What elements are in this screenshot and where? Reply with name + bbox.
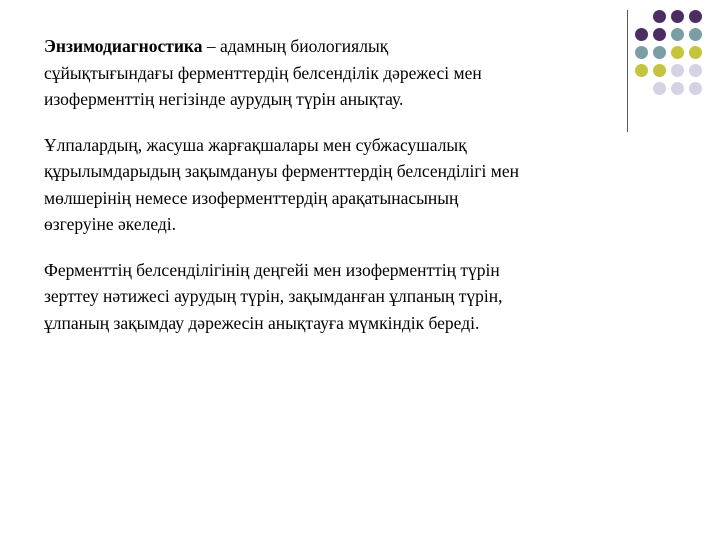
decorative-dot — [635, 64, 648, 77]
decorative-dot — [653, 64, 666, 77]
decorative-dot — [689, 64, 702, 77]
term-enzymodiagnostics: Энзимодиагностика — [44, 36, 203, 56]
decorative-dot — [671, 82, 684, 95]
text-line: Ферменттің белсенділігінің деңгейі мен изоферменттің түрін — [44, 259, 500, 280]
decorative-dot — [653, 28, 666, 41]
decorative-dot — [653, 10, 666, 23]
text-line: изоферменттің негізінде аурудың түрін анықтау. — [44, 89, 404, 109]
decorative-dot — [689, 28, 702, 41]
paragraph-damage — [44, 132, 619, 238]
vertical-divider — [627, 10, 628, 132]
decorative-dot — [671, 10, 684, 23]
text-line: мөлшерінің немесе изоферменттердің арақатынасының — [44, 187, 459, 208]
paragraph-definition — [44, 33, 619, 113]
decorative-dot — [671, 64, 684, 77]
text-line: өзгеруіне әкеледі. — [44, 214, 177, 234]
text-line: зерттеу нәтижесі аурудың түрін, зақымданған ұлпаның түрін, — [44, 286, 503, 306]
decorative-dot — [671, 28, 684, 41]
slide-body — [44, 33, 619, 355]
text-line: сұйықтығындағы ферменттердің белсенділік дәрежесі мен — [44, 62, 482, 83]
text-line — [44, 33, 619, 60]
decorative-dot — [689, 10, 702, 23]
decorative-dot — [653, 82, 666, 95]
text-line: ұлпаның зақымдау дәрежесін анықтауға мүмкіндік береді. — [44, 312, 480, 333]
decorative-dot — [689, 82, 702, 95]
decorative-dot — [689, 46, 702, 59]
decorative-dot-grid — [635, 10, 715, 120]
decorative-dot — [635, 28, 648, 41]
decorative-dot — [671, 46, 684, 59]
line-text: – адамның биологиялық — [202, 36, 389, 56]
text-line: Ұлпалардың, жасуша жарғақшалары мен субжасушалық — [44, 134, 467, 155]
text-line: құрылымдарыдың зақымдануы ферменттердің белсенділігі мен — [44, 161, 519, 181]
paragraph-study — [44, 257, 619, 337]
decorative-dot — [653, 46, 666, 59]
decorative-dot — [635, 46, 648, 59]
